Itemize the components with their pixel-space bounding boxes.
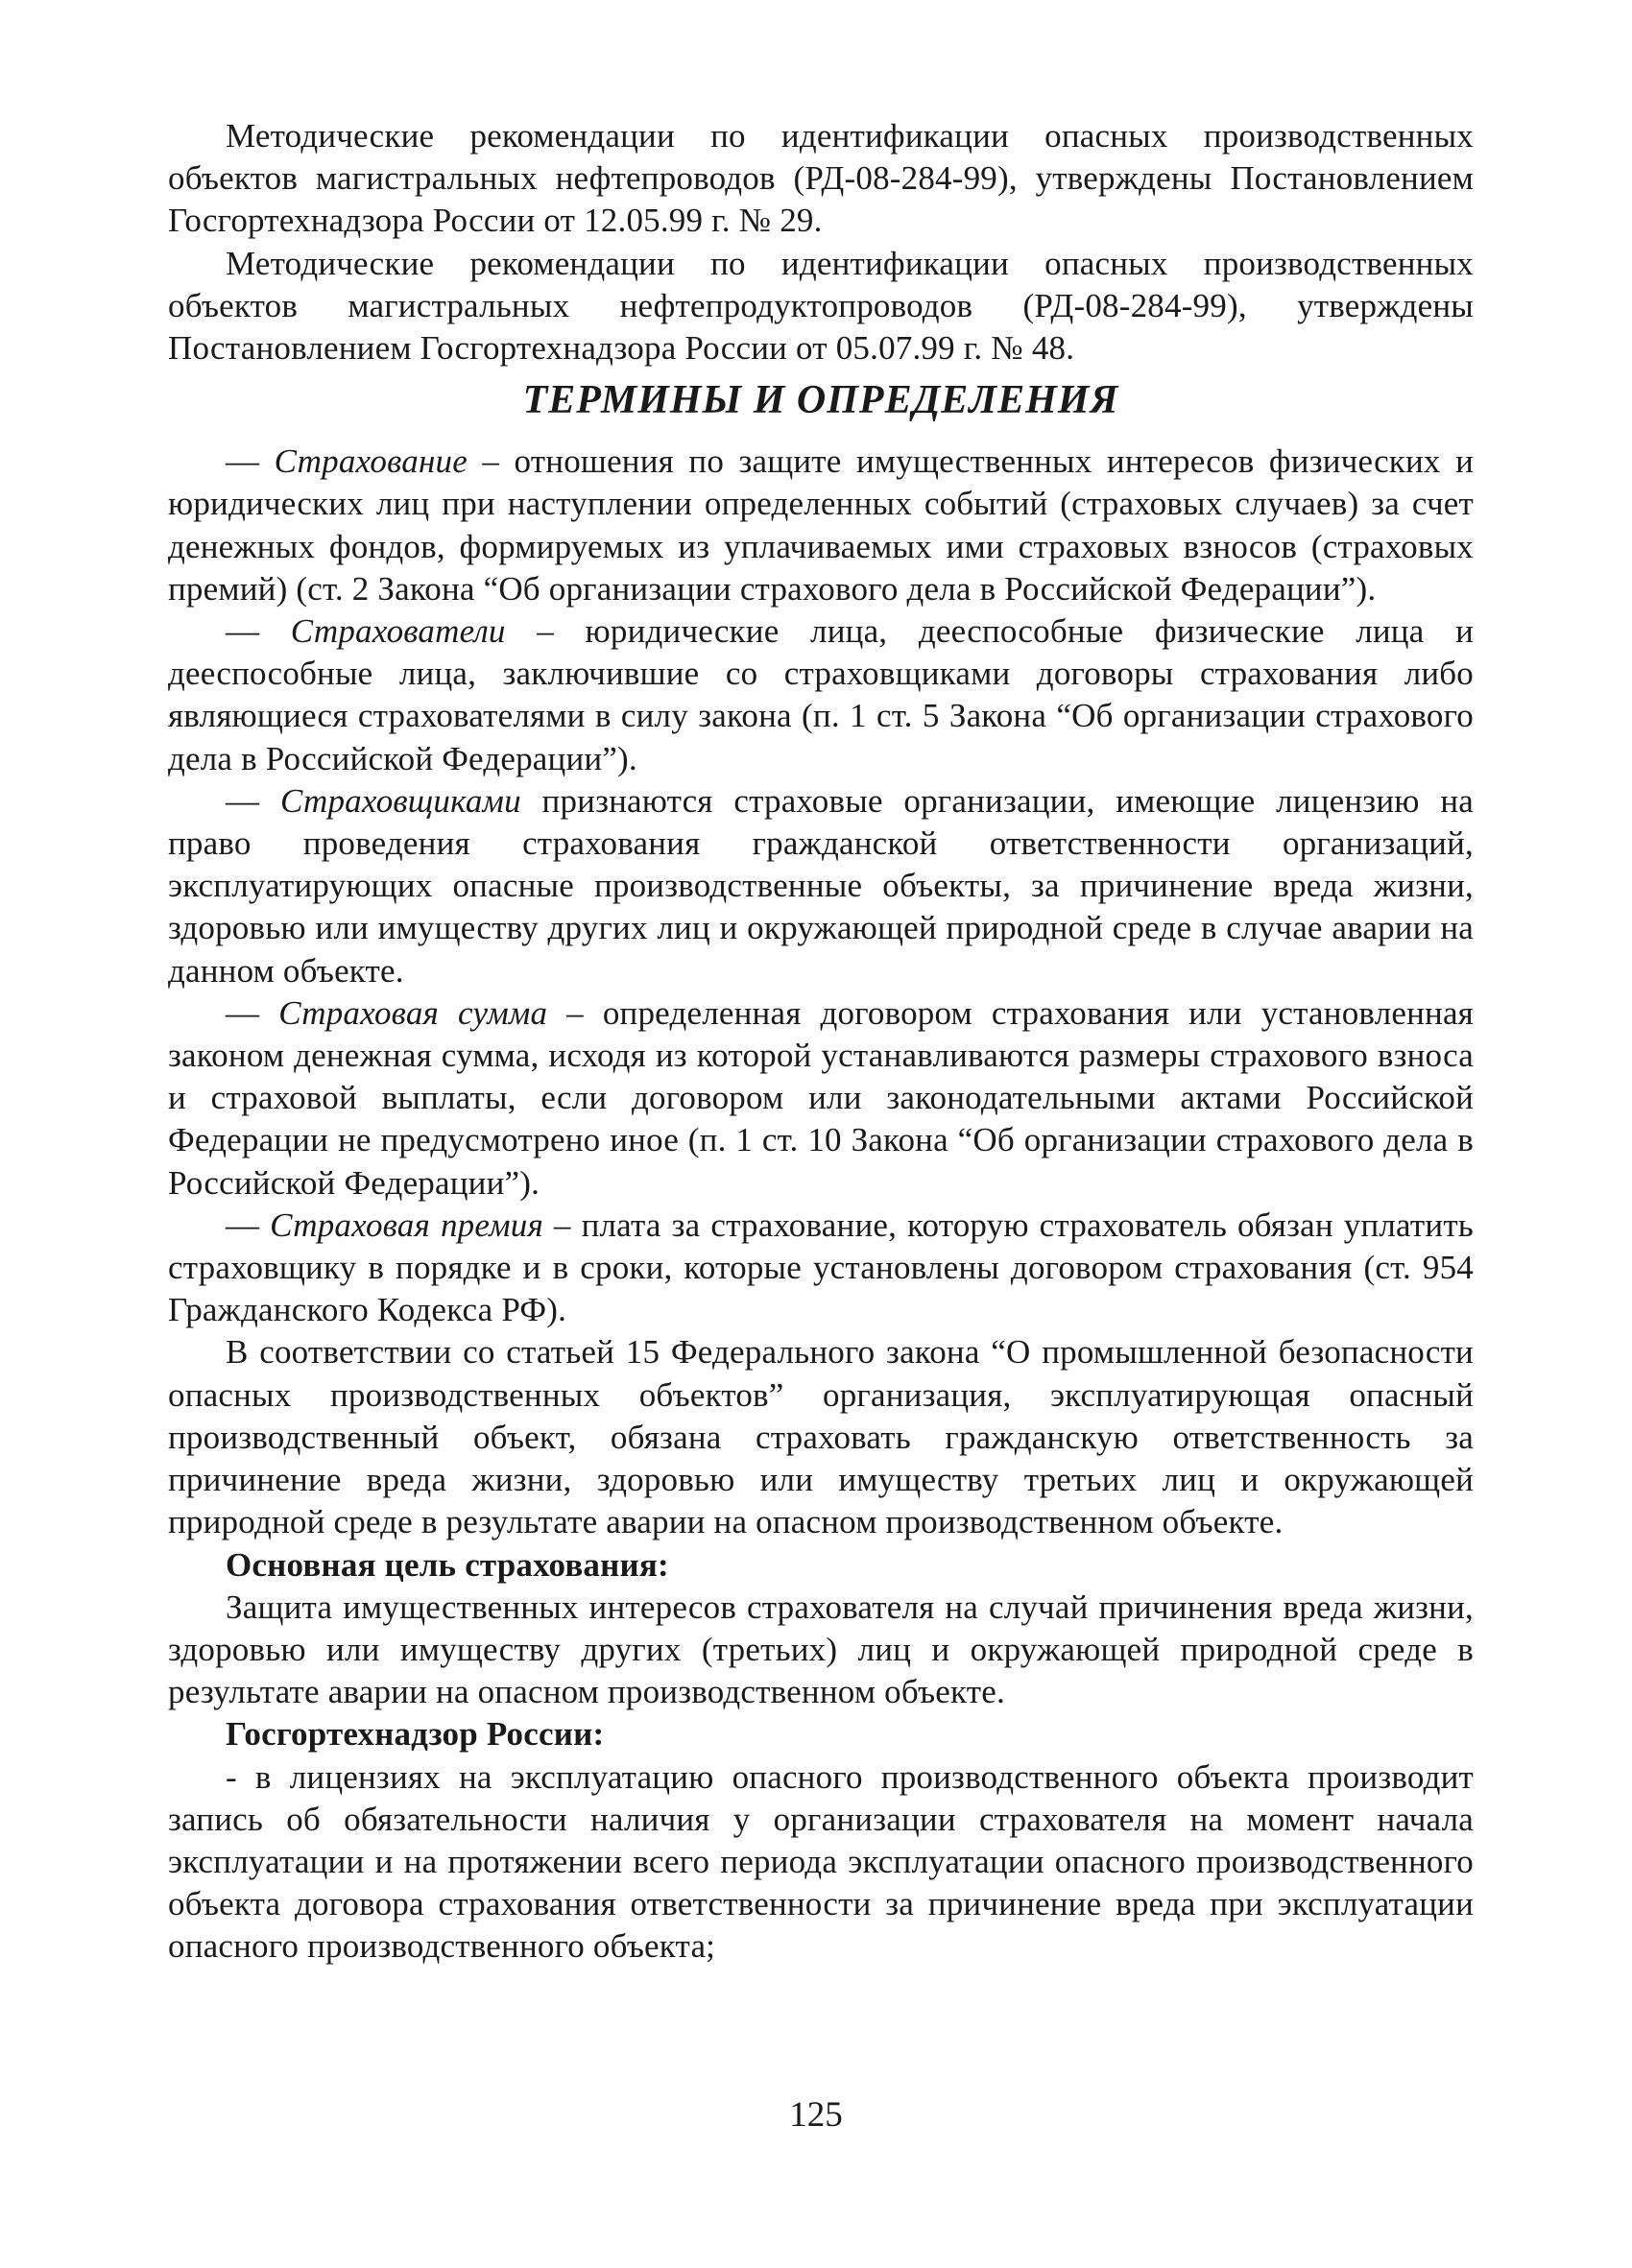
definition-dash: — <box>226 993 279 1032</box>
page-number: 125 <box>789 2095 843 2135</box>
definition-dash: — <box>226 612 291 651</box>
definition-text: – плата за страхование, которую страхователь обязан уплатить страховщику в порядке и в сроки, которые установлены договором страхования (ст. 954 Гражданского Кодекса РФ). <box>168 1206 1474 1329</box>
definition-term: Страхование <box>274 442 468 481</box>
definition-term: Страховая сумма <box>278 993 548 1032</box>
definition-term: Страховая премия <box>270 1206 543 1244</box>
intro-paragraph-2: Методические рекомендации по идентификации опасных производственных объектов магистральных нефтепродуктопроводов (РД-08-284-99), утверждены Постановлением Госгортехнадзора России от 05.07.99 г. № 48. <box>168 244 1474 368</box>
definition-text: – определенная договором страхования или установленная законом денежная сумма, исходя из которой устанавливаются размеры страхового взноса и страховой выплаты, если договором или законодательными актами Российской Федерации не предусмотрено иное (п. 1 ст. 10 Закона “Об организации страхового дела в Российской Федерации”). <box>168 993 1474 1202</box>
definition-premium <box>168 1205 1474 1332</box>
definition-dash: — <box>226 781 280 820</box>
definition-sum-insured <box>168 992 1474 1205</box>
intro-paragraph-1: Методические рекомендации по идентификации опасных производственных объектов магистральных нефтепроводов (РД-08-284-99), утверждены Постановлением Госгортехнадзора России от 12.05.99 г. № 29. <box>168 117 1474 240</box>
definition-text: признаются страховые организации, имеющие лицензию на право проведения страхования гражданской ответственности организаций, эксплуатирующих опасные производственные объекты, за причинение вреда жизни, здоровью или имуществу других лиц и окружающей природной среде в случае аварии на данном объекте. <box>168 781 1474 990</box>
definition-term: Страхователи <box>290 612 506 651</box>
definition-text: – юридические лица, дееспособные физические лица и дееспособные лица, заключившие со страховщиками договоры страхования либо являющиеся страхователями в силу закона (п. 1 ст. 5 Закона “Об организации страхового дела в Российской Федерации”). <box>168 612 1474 777</box>
goal-text: Защита имущественных интересов страхователя на случай причинения вреда жизни, здоровью или имуществу других (третьих) лиц и окружающей природной среде в результате аварии на опасном производственном объекте. <box>168 1588 1474 1711</box>
definition-dash: — <box>226 442 275 481</box>
goal-title: Основная цель страхования: <box>226 1545 669 1584</box>
law-paragraph: В соответствии со статьей 15 Федерального закона “О промышленной безопасности опасных производственных объектов” организация, эксплуатирующая опасный производственный объект, обязана страховать гражданскую ответственность за причинение вреда жизни, здоровью или имуществу третьих лиц и окружающей природной среде в результате аварии на опасном производственном объекте. <box>168 1333 1474 1541</box>
gosgortekhnadzor-title: Госгортехнадзор России: <box>226 1715 605 1754</box>
definition-text: – отношения по защите имущественных интересов физических и юридических лиц при наступлении определенных событий (страховых случаев) за счет денежных фондов, формируемых из уплачиваемых ими страховых взносов (страховых премий) (ст. 2 Закона “Об организации страхового дела в Российской Федерации”). <box>168 442 1474 608</box>
definition-dash: — <box>226 1206 271 1244</box>
definition-term: Страховщиками <box>279 781 521 820</box>
definition-policyholders <box>168 610 1474 780</box>
page-content <box>168 115 1474 1969</box>
definition-insurance <box>168 441 1474 610</box>
gosgortekhnadzor-text: - в лицензиях на эксплуатацию опасного производственного объекта производит запись об обязательности наличия у организации страхователя на момент начала эксплуатации и на протяжении всего периода эксплуатации опасного производственного объекта договора страхования ответственности за причинение вреда при эксплуатации опасного производственного объекта; <box>168 1757 1474 1966</box>
definition-insurers <box>168 780 1474 992</box>
section-heading: ТЕРМИНЫ И ОПРЕДЕЛЕНИЯ <box>522 378 1119 423</box>
